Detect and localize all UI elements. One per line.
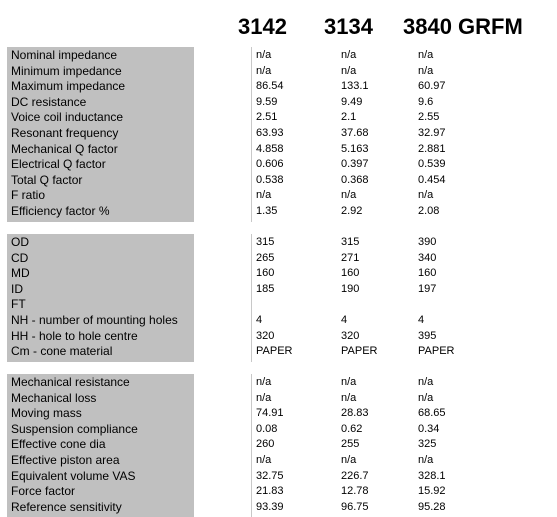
value-cell: 37.68 bbox=[341, 127, 369, 139]
row-label: Maximum impedance bbox=[11, 79, 126, 94]
table-row bbox=[0, 375, 557, 391]
value-cell: 328.1 bbox=[418, 469, 446, 482]
value-cell: 0.368 bbox=[341, 173, 369, 186]
value-cell: 95.28 bbox=[418, 500, 446, 513]
table-row bbox=[0, 297, 557, 313]
value-cell: 197 bbox=[418, 282, 437, 295]
table-row bbox=[0, 173, 557, 189]
row-label: DC resistance bbox=[11, 94, 87, 109]
table-row bbox=[0, 235, 557, 251]
row-label: Mechanical Q factor bbox=[11, 141, 118, 156]
row-label: Efficiency factor % bbox=[11, 204, 110, 218]
row-label: Equivalent volume VAS bbox=[11, 468, 136, 483]
row-label: Moving mass bbox=[11, 406, 82, 421]
value-cell: 265 bbox=[256, 251, 275, 264]
row-label: ID bbox=[11, 281, 23, 296]
table-row bbox=[0, 251, 557, 267]
table-row bbox=[0, 344, 557, 360]
value-cell: 2.55 bbox=[418, 111, 440, 124]
value-cell: 4 bbox=[256, 314, 263, 326]
value-cell: 320 bbox=[341, 329, 360, 342]
table-row bbox=[0, 142, 557, 158]
value-cell: 21.83 bbox=[256, 485, 284, 498]
row-label: Mechanical resistance bbox=[11, 375, 130, 389]
row-label: Voice coil inductance bbox=[11, 110, 124, 125]
value-cell: 15.92 bbox=[418, 485, 446, 498]
value-cell: n/a bbox=[341, 49, 357, 61]
value-cell: 0.08 bbox=[256, 422, 278, 435]
value-cell: 60.97 bbox=[418, 80, 446, 93]
value-cell: 0.538 bbox=[256, 173, 284, 186]
table-row bbox=[0, 391, 557, 407]
value-cell: 68.65 bbox=[418, 407, 446, 420]
spec-section-1 bbox=[0, 47, 557, 222]
value-cell: 32.75 bbox=[256, 469, 284, 482]
value-cell: 96.75 bbox=[341, 500, 369, 513]
value-cell: 315 bbox=[341, 236, 360, 248]
row-label: Total Q factor bbox=[11, 172, 83, 187]
row-label: Force factor bbox=[11, 484, 76, 499]
table-row bbox=[0, 48, 557, 64]
value-cell: 12.78 bbox=[341, 485, 369, 498]
table-row bbox=[0, 437, 557, 453]
value-cell: n/a bbox=[256, 189, 272, 202]
row-label: Effective piston area bbox=[11, 453, 120, 467]
row-label: F ratio bbox=[11, 188, 46, 203]
value-cell: 185 bbox=[256, 282, 275, 295]
row-label: NH - number of mounting holes bbox=[11, 313, 178, 327]
value-cell: PAPER bbox=[418, 345, 455, 358]
value-cell: n/a bbox=[418, 391, 434, 404]
value-cell: 340 bbox=[418, 251, 437, 264]
value-cell: 325 bbox=[418, 438, 437, 451]
value-cell: 2.92 bbox=[341, 205, 363, 217]
row-label: Electrical Q factor bbox=[11, 157, 106, 172]
table-row bbox=[0, 126, 557, 142]
value-cell: 190 bbox=[341, 282, 360, 295]
value-cell: n/a bbox=[341, 391, 357, 404]
value-cell: 9.6 bbox=[418, 95, 434, 108]
table-row bbox=[0, 204, 557, 220]
table-row bbox=[0, 313, 557, 329]
value-cell: n/a bbox=[418, 189, 434, 202]
table-row bbox=[0, 266, 557, 282]
value-cell: n/a bbox=[256, 376, 272, 388]
value-cell: 271 bbox=[341, 251, 360, 264]
value-cell: 255 bbox=[341, 438, 360, 451]
value-cell: 86.54 bbox=[256, 80, 284, 93]
value-cell: 320 bbox=[256, 329, 275, 342]
value-cell: n/a bbox=[418, 454, 434, 466]
value-cell: 0.606 bbox=[256, 158, 284, 171]
value-cell: 0.454 bbox=[418, 173, 446, 186]
value-cell: n/a bbox=[418, 376, 434, 388]
value-cell: 63.93 bbox=[256, 127, 284, 139]
table-row bbox=[0, 500, 557, 516]
row-label: FT bbox=[11, 297, 26, 312]
row-label: HH - hole to hole centre bbox=[11, 328, 138, 343]
row-label: Effective cone dia bbox=[11, 437, 106, 452]
value-cell: PAPER bbox=[256, 345, 293, 358]
value-cell: 2.51 bbox=[256, 111, 278, 124]
value-cell: 4 bbox=[418, 314, 425, 326]
table-row bbox=[0, 282, 557, 298]
value-cell: 390 bbox=[418, 236, 437, 248]
table-row bbox=[0, 329, 557, 345]
value-cell: n/a bbox=[256, 49, 272, 61]
value-cell: 315 bbox=[256, 236, 275, 248]
table-row bbox=[0, 406, 557, 422]
table-row bbox=[0, 188, 557, 204]
table-row bbox=[0, 453, 557, 469]
value-cell: 93.39 bbox=[256, 500, 284, 513]
value-cell: n/a bbox=[256, 391, 272, 404]
spec-section-2 bbox=[0, 234, 557, 362]
column-headers bbox=[0, 12, 557, 42]
row-label: Reference sensitivity bbox=[11, 499, 122, 514]
value-cell: 4 bbox=[341, 314, 348, 326]
value-cell: PAPER bbox=[341, 345, 378, 358]
value-cell: 9.49 bbox=[341, 95, 363, 108]
value-cell: 160 bbox=[256, 267, 275, 280]
column-header-3840-grfm: 3840 GRFM bbox=[403, 14, 523, 39]
value-cell: n/a bbox=[341, 189, 357, 202]
value-cell: 74.91 bbox=[256, 407, 284, 420]
value-cell: 9.59 bbox=[256, 95, 278, 108]
table-row bbox=[0, 79, 557, 95]
value-cell: n/a bbox=[418, 64, 434, 77]
value-cell: 2.1 bbox=[341, 111, 357, 124]
value-cell: 0.34 bbox=[418, 422, 440, 435]
value-cell: n/a bbox=[341, 64, 357, 77]
table-row bbox=[0, 95, 557, 111]
row-label: Mechanical loss bbox=[11, 390, 97, 405]
table-row bbox=[0, 157, 557, 173]
row-label: CD bbox=[11, 250, 29, 265]
value-cell: 133.1 bbox=[341, 80, 369, 93]
value-cell: 160 bbox=[418, 267, 437, 280]
value-cell: 32.97 bbox=[418, 127, 446, 139]
row-label: MD bbox=[11, 266, 30, 281]
row-label: Nominal impedance bbox=[11, 48, 118, 62]
value-cell: n/a bbox=[341, 376, 357, 388]
table-row bbox=[0, 469, 557, 485]
table-row bbox=[0, 110, 557, 126]
row-label: Cm - cone material bbox=[11, 344, 113, 359]
value-cell: 0.539 bbox=[418, 158, 446, 171]
value-cell: n/a bbox=[418, 49, 434, 61]
value-cell: 4.858 bbox=[256, 142, 284, 155]
value-cell: 28.83 bbox=[341, 407, 369, 420]
table-row bbox=[0, 64, 557, 80]
value-cell: 1.35 bbox=[256, 205, 278, 217]
table-row bbox=[0, 484, 557, 500]
row-label: Minimum impedance bbox=[11, 63, 122, 78]
value-cell: n/a bbox=[256, 454, 272, 466]
value-cell: n/a bbox=[341, 454, 357, 466]
value-cell: 395 bbox=[418, 329, 437, 342]
value-cell: 5.163 bbox=[341, 142, 369, 155]
value-cell: 0.62 bbox=[341, 422, 363, 435]
column-header-3142: 3142 bbox=[238, 14, 287, 39]
value-cell: n/a bbox=[256, 64, 272, 77]
value-cell: 160 bbox=[341, 267, 360, 280]
table-row bbox=[0, 422, 557, 438]
value-cell: 2.881 bbox=[418, 142, 446, 155]
row-label: Suspension compliance bbox=[11, 421, 138, 436]
spec-section-3 bbox=[0, 374, 557, 517]
row-label: OD bbox=[11, 235, 29, 249]
value-cell: 0.397 bbox=[341, 158, 369, 171]
value-cell: 260 bbox=[256, 438, 275, 451]
value-cell: 2.08 bbox=[418, 205, 440, 217]
row-label: Resonant frequency bbox=[11, 126, 119, 140]
value-cell: 226.7 bbox=[341, 469, 369, 482]
column-header-3134: 3134 bbox=[324, 14, 373, 39]
